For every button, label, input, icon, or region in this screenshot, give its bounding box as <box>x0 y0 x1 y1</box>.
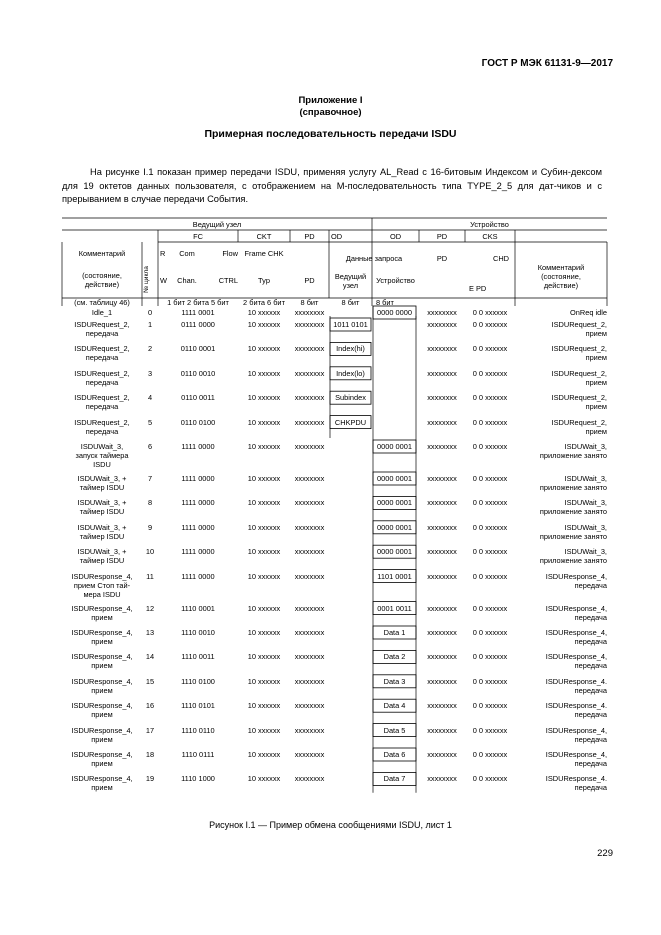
right-comment-cell: передача <box>574 612 607 622</box>
left-comment-cell: передача <box>85 377 119 387</box>
right-comment-cell: прием <box>585 353 607 363</box>
pd-device-value: xxxxxxxx <box>427 652 457 662</box>
cycle-number-cell: 6 <box>147 442 153 451</box>
left-comment-cell: запуск таймера <box>75 451 129 460</box>
right-comment-cell: прием <box>585 377 607 387</box>
fc-group-header: FC <box>193 232 203 241</box>
left-comment-cell: таймер ISDU <box>79 556 125 566</box>
cycle-number-cell: 11 <box>146 571 154 581</box>
od-device-value: 0000 0001 <box>377 474 412 483</box>
pd-device-value: xxxxxxxx <box>427 603 457 613</box>
right-comment-cell: передача <box>574 661 607 671</box>
pd-device-value: xxxxxxxx <box>427 417 457 427</box>
right-comment-cell: ISDUWait_3, <box>564 547 607 557</box>
device-header: Устройство <box>470 220 509 229</box>
pd-device-value: xxxxxxxx <box>427 393 457 403</box>
left-comment-ref: (см. таблицу 46) <box>74 298 130 307</box>
pd-value-cell: xxxxxxxx <box>294 676 325 686</box>
ckt-value-cell: 10 xxxxxx <box>247 344 281 354</box>
pd-value-cell: xxxxxxxx <box>294 474 325 483</box>
right-comment-cell: ISDUWait_3, <box>564 498 607 508</box>
pd-device-value: xxxxxxxx <box>427 628 457 637</box>
ckt-value-cell: 10 xxxxxx <box>247 652 281 662</box>
pd-value-cell: xxxxxxxx <box>294 417 325 427</box>
cycle-number-header: № цикла <box>142 266 150 293</box>
od-device-value: Data 1 <box>383 628 406 637</box>
od-master-label: узел <box>342 281 359 290</box>
cks-value-cell: 0 0 xxxxxx <box>472 417 508 427</box>
od-device-label: Устройство <box>376 276 415 285</box>
right-comment-cell: ISDURequest_2, <box>551 368 607 378</box>
left-comment-cell: передача <box>85 402 119 412</box>
left-comment-cell: ISDURequest_2, <box>74 344 130 354</box>
fc-value-cell: 1111 0000 <box>181 498 215 508</box>
cks-value-cell: 0 0 xxxxxx <box>472 725 508 735</box>
ckt-value-cell: 10 xxxxxx <box>247 474 281 483</box>
ckt-value-cell: 10 xxxxxx <box>247 725 281 735</box>
cks-value-cell: 0 0 xxxxxx <box>472 547 508 557</box>
left-comment-cell: ISDUResponse_4, <box>71 750 133 759</box>
pd-device-label: PD <box>436 254 448 263</box>
left-comment-cell: прием Стоп тай- <box>73 580 131 590</box>
left-comment-cell: ISDUResponse_4, <box>71 676 133 686</box>
left-comment-cell: Idle_1 <box>91 308 113 317</box>
left-comment-cell: ISDUWait_3, + <box>77 498 127 508</box>
pd-value-cell: xxxxxxxx <box>294 628 325 637</box>
pd-value-cell: xxxxxxxx <box>294 774 325 784</box>
ckt-value-cell: 10 xxxxxx <box>247 320 281 329</box>
pd-value-cell: xxxxxxxx <box>294 547 325 557</box>
od-device-value: 0000 0001 <box>377 442 412 451</box>
pd-device-value: xxxxxxxx <box>427 442 457 451</box>
appendix-subtitle: (справочное) <box>299 107 362 118</box>
right-comment-cell: приложение занято <box>539 483 607 492</box>
od-device-value: 0000 0001 <box>377 547 412 557</box>
od-master-label: Ведущий <box>334 272 367 281</box>
od-master-value: 1011 0101 <box>333 320 368 329</box>
pd-device-value: xxxxxxxx <box>427 701 457 711</box>
od-device-value: Data 7 <box>383 774 406 784</box>
right-comment-cell: ISDUResponse_4, <box>545 603 607 613</box>
pd-value-cell: xxxxxxxx <box>294 571 325 581</box>
ckt-value-cell: 10 xxxxxx <box>247 676 281 686</box>
cycle-number-cell: 10 <box>145 547 155 557</box>
od-device-value: 0000 0001 <box>377 498 412 508</box>
cks-value-cell: 0 0 xxxxxx <box>472 571 508 581</box>
left-comment-cell: ISDURequest_2, <box>74 393 130 403</box>
od-device-group-header: OD <box>389 232 402 241</box>
right-comment-cell: ISDUResponse_4, <box>545 750 607 759</box>
right-comment-cell: ISDUResponse_4, <box>545 628 607 637</box>
od-master-value: Index(lo) <box>336 368 365 378</box>
right-comment-cell: ISDURequest_2, <box>551 320 607 329</box>
standard-header: ГОСТ Р МЭК 61131-9—2017 <box>481 58 613 69</box>
fc-value-cell: 1110 0101 <box>181 701 215 711</box>
cks-value-cell: 0 0 xxxxxx <box>472 676 508 686</box>
left-comment-cell: прием <box>91 685 113 695</box>
fc-com-label: Com <box>179 249 195 258</box>
left-comment-cell: ISDURequest_2, <box>74 320 130 329</box>
pd-value-cell: xxxxxxxx <box>294 320 325 329</box>
od-group-header: OD <box>331 232 343 241</box>
left-comment-cell: ISDURequest_2, <box>74 417 130 427</box>
left-comment-cell: таймер ISDU <box>79 507 125 517</box>
pd-value-cell: xxxxxxxx <box>294 522 325 532</box>
right-comment-header: действие) <box>543 281 579 290</box>
od-device-value: Data 3 <box>383 676 406 686</box>
od-device-value: Data 2 <box>383 652 406 662</box>
od-device-value: 0001 0011 <box>377 603 412 613</box>
request-data-label: Данные запроса <box>345 254 403 263</box>
master-header: Ведущий узел <box>192 220 242 229</box>
left-comment-cell: прием <box>91 710 113 720</box>
pd-device-value: xxxxxxxx <box>427 522 457 532</box>
right-comment-cell: передача <box>574 580 607 590</box>
pd-device-value: xxxxxxxx <box>427 368 457 378</box>
right-comment-header: Комментарий <box>537 263 585 272</box>
left-comment-cell: ISDUWait_3, + <box>77 547 127 557</box>
fc-value-cell: 0110 0011 <box>181 393 215 403</box>
cks-value-cell: 0 0 xxxxxx <box>472 774 508 784</box>
ckt-value-cell: 10 xxxxxx <box>247 368 281 378</box>
cycle-number-cell: 15 <box>145 676 155 686</box>
fc-value-cell: 0110 0010 <box>180 368 216 378</box>
cks-chd-label: CHD <box>492 254 509 263</box>
cks-value-cell: 0 0 xxxxxx <box>472 750 508 759</box>
left-comment-cell: ISDUResponse_4, <box>71 603 133 613</box>
intro-text: На рисунке I.1 показан пример передачи ISDU, применяя услугу AL_Read с 16-битовым Индексом и Субин-дексом для 19 октетов данных пользователя, с отображением на М-последовательность типа TYPE_2_5 для дат-чиков и с прерыванием в случае передачи События. <box>62 167 602 204</box>
fc-value-cell: 1110 0010 <box>181 628 215 637</box>
ckt-value-cell: 10 xxxxxx <box>247 571 281 581</box>
right-comment-cell: ISDUResponse_4, <box>545 571 607 581</box>
od-master-value: Index(hi) <box>336 344 365 354</box>
pd-device-value: xxxxxxxx <box>427 344 457 354</box>
right-comment-cell: ISDUResponse_4, <box>545 725 607 735</box>
left-comment-cell: передача <box>85 329 119 338</box>
left-comment-cell: передача <box>85 353 119 363</box>
right-comment-cell: передача <box>574 710 607 720</box>
pd-value-cell: xxxxxxxx <box>294 603 325 613</box>
left-comment-cell: мера ISDU <box>83 589 121 599</box>
pd-device-value: xxxxxxxx <box>427 474 457 483</box>
pd-device-value: xxxxxxxx <box>427 676 457 686</box>
ckt-value-cell: 10 xxxxxx <box>247 522 281 532</box>
cks-value-cell: 0 0 xxxxxx <box>472 442 508 451</box>
cks-value-cell: 0 0 xxxxxx <box>472 498 508 508</box>
left-comment-cell: ISDUResponse_4, <box>71 725 133 735</box>
fc-value-cell: 1110 0111 <box>181 750 215 759</box>
left-comment-cell: таймер ISDU <box>79 531 125 541</box>
cycle-number-cell: 13 <box>145 628 155 637</box>
ckt-value-cell: 10 xxxxxx <box>247 498 281 508</box>
pd-value-cell: xxxxxxxx <box>294 498 325 508</box>
left-comment-cell: ISDUResponse_4, <box>71 774 133 784</box>
right-comment-cell: передача <box>574 734 607 744</box>
pd-value-cell: xxxxxxxx <box>294 701 325 711</box>
cks-value-cell: 0 0 xxxxxx <box>472 393 508 403</box>
right-comment-cell: приложение занято <box>539 531 607 541</box>
cycle-number-cell: 3 <box>147 368 153 378</box>
fc-value-cell: 0111 0000 <box>181 320 215 329</box>
cycle-number-cell: 4 <box>147 393 153 403</box>
left-comment-cell: прием <box>91 734 113 744</box>
cks-value-cell: 0 0 xxxxxx <box>472 628 508 637</box>
cycle-number-cell: 1 <box>147 320 153 329</box>
cks-value-cell: 0 0 xxxxxx <box>472 308 508 317</box>
pd-value-cell: xxxxxxxx <box>294 725 325 735</box>
pd-value-cell: xxxxxxxx <box>294 344 325 354</box>
right-comment-cell: прием <box>585 402 607 412</box>
ckt-value-cell: 10 xxxxxx <box>247 628 281 637</box>
ckt-value-cell: 10 xxxxxx <box>247 393 281 403</box>
left-comment-cell: прием <box>91 612 113 622</box>
left-comment-cell: таймер ISDU <box>79 483 125 492</box>
cycle-number-cell: 7 <box>147 474 153 483</box>
cks-value-cell: 0 0 xxxxxx <box>472 344 508 354</box>
pd-device-value: xxxxxxxx <box>427 320 457 329</box>
od-device-value: Data 4 <box>383 701 406 711</box>
pd-device-value: xxxxxxxx <box>427 571 457 581</box>
ckt-bits-label: 2 бита 6 бит <box>243 298 285 307</box>
cks-epd-label: E PD <box>469 284 487 293</box>
right-comment-header: (состояние, <box>541 272 581 281</box>
pd-value-cell: xxxxxxxx <box>294 393 325 403</box>
right-comment-cell: приложение занято <box>539 556 607 566</box>
right-comment-cell: ISDUResponse_4. <box>545 701 607 711</box>
pd-value-cell: xxxxxxxx <box>294 442 325 451</box>
fc-value-cell: 1110 0001 <box>181 603 215 613</box>
left-comment-cell: ISDUResponse_4, <box>71 571 133 581</box>
od-device-bits: 8 бит <box>376 298 394 307</box>
fc-value-cell: 1111 0000 <box>181 571 215 581</box>
fc-value-cell: 1110 0100 <box>181 676 215 686</box>
pd-value-cell: xxxxxxxx <box>294 652 325 662</box>
pd-device-value: xxxxxxxx <box>427 498 457 508</box>
ckt-value-cell: 10 xxxxxx <box>247 417 281 427</box>
od-master-bits: 8 бит <box>341 298 360 307</box>
right-comment-cell: ISDUWait_3, <box>564 474 607 483</box>
cks-value-cell: 0 0 xxxxxx <box>472 320 508 329</box>
fc-bits-label: 1 бит 2 бита 5 бит <box>167 298 229 307</box>
left-comment-cell: ISDU <box>93 460 111 469</box>
od-master-value: CHKPDU <box>334 417 367 427</box>
cycle-number-cell: 8 <box>147 498 153 508</box>
pd-bits-label: 8 бит <box>300 298 319 307</box>
fc-chan-label: Chan. <box>177 276 197 285</box>
ckt-value-cell: 10 xxxxxx <box>247 442 281 451</box>
ckt-value-cell: 10 xxxxxx <box>247 547 281 557</box>
fc-w-label: W <box>160 276 167 285</box>
od-device-value: Data 5 <box>383 725 406 735</box>
cycle-number-cell: 12 <box>145 603 155 613</box>
ckt-typ-label: Typ <box>258 276 270 285</box>
left-comment-cell: прием <box>91 783 113 793</box>
pd-value-cell: xxxxxxxx <box>294 308 325 317</box>
pd-device-value: xxxxxxxx <box>427 308 457 317</box>
od-device-value: 0000 0001 <box>377 522 412 532</box>
pd-device-value: xxxxxxxx <box>427 547 457 557</box>
cycle-number-cell: 16 <box>145 701 155 711</box>
cycle-number-cell: 5 <box>147 417 153 427</box>
right-comment-cell: приложение занято <box>539 451 607 460</box>
od-device-value: Data 6 <box>383 750 406 759</box>
pd-label: PD <box>304 276 315 285</box>
left-comment-cell: ISDUWait_3, + <box>77 474 127 483</box>
ckt-group-header: CKT <box>256 232 272 241</box>
ckt-frame-label: Frame CHK <box>244 249 284 258</box>
od-master-value: Subindex <box>335 393 366 403</box>
left-comment-cell: ISDUWait_3, <box>80 442 124 451</box>
fc-value-cell: 1111 0000 <box>181 522 215 532</box>
fc-flow-label: Flow <box>222 249 238 258</box>
fc-value-cell: 1111 0001 <box>181 308 215 317</box>
cks-value-cell: 0 0 xxxxxx <box>472 701 508 711</box>
left-comment-cell: прием <box>91 661 113 671</box>
pd-device-group-header: PD <box>436 232 448 241</box>
fc-value-cell: 1110 1000 <box>181 774 215 784</box>
left-comment-cell: ISDUResponse_4, <box>71 652 133 662</box>
figure-caption: Рисунок I.1 — Пример обмена сообщениями ISDU, лист 1 <box>209 820 452 830</box>
pd-group-header: PD <box>304 232 315 241</box>
left-comment-header: Комментарий <box>78 249 126 258</box>
right-comment-cell: прием <box>585 426 607 436</box>
right-comment-cell: ISDURequest_2, <box>551 393 607 403</box>
fc-value-cell: 1110 0110 <box>181 725 215 735</box>
left-comment-header: (состояние, <box>82 271 122 280</box>
cks-value-cell: 0 0 xxxxxx <box>472 368 508 378</box>
fc-value-cell: 0110 0100 <box>180 417 216 427</box>
right-comment-cell: ISDUResponse_4. <box>545 676 607 686</box>
ckt-value-cell: 10 xxxxxx <box>247 603 281 613</box>
pd-device-value: xxxxxxxx <box>427 774 457 784</box>
cks-group-header: CKS <box>482 232 498 241</box>
cycle-number-cell: 9 <box>147 522 153 532</box>
right-comment-cell: ISDURequest_2, <box>551 344 607 354</box>
appendix-title: Приложение I <box>298 95 363 106</box>
cks-value-cell: 0 0 xxxxxx <box>472 603 508 613</box>
ckt-value-cell: 10 xxxxxx <box>247 774 281 784</box>
cks-value-cell: 0 0 xxxxxx <box>472 474 508 483</box>
right-comment-cell: ISDUResponse_4. <box>545 774 607 784</box>
left-comment-cell: ISDUResponse_4, <box>71 701 133 711</box>
fc-value-cell: 1111 0000 <box>181 547 215 557</box>
od-device-value: 0000 0000 <box>377 308 412 317</box>
fc-value-cell: 0110 0001 <box>180 344 216 354</box>
left-comment-cell: ISDUResponse_4, <box>71 628 133 637</box>
left-comment-cell: прием <box>91 759 113 768</box>
cycle-number-cell: 17 <box>145 725 155 735</box>
cycle-number-cell: 19 <box>145 774 155 784</box>
pd-value-cell: xxxxxxxx <box>294 750 325 759</box>
left-comment-cell: ISDUWait_3, + <box>77 522 127 532</box>
right-comment-cell: ISDUWait_3, <box>564 442 607 451</box>
od-device-value: 1101 0001 <box>377 571 412 581</box>
right-comment-cell: передача <box>574 783 607 793</box>
cks-value-cell: 0 0 xxxxxx <box>472 522 508 532</box>
right-comment-cell: передача <box>574 685 607 695</box>
page-number: 229 <box>597 848 613 859</box>
right-comment-cell: приложение занято <box>539 507 607 517</box>
cycle-number-cell: 2 <box>147 344 153 354</box>
left-comment-header: действие) <box>84 280 120 289</box>
cycle-number-cell: 14 <box>145 652 155 662</box>
right-comment-cell: прием <box>585 329 607 338</box>
right-comment-cell: ISDUWait_3, <box>564 522 607 532</box>
right-comment-cell: передача <box>574 759 607 768</box>
left-comment-cell: ISDURequest_2, <box>74 368 130 378</box>
intro-paragraph <box>62 166 602 207</box>
pd-value-cell: xxxxxxxx <box>294 368 325 378</box>
ckt-value-cell: 10 xxxxxx <box>247 750 281 759</box>
ckt-value-cell: 10 xxxxxx <box>247 308 281 317</box>
ckt-value-cell: 10 xxxxxx <box>247 701 281 711</box>
right-comment-cell: ISDUResponse_4, <box>545 652 607 662</box>
document-title: Примерная последовательность передачи ISDU <box>204 128 457 140</box>
fc-value-cell: 1111 0000 <box>181 474 215 483</box>
pd-device-value: xxxxxxxx <box>427 725 457 735</box>
left-comment-cell: прием <box>91 637 113 646</box>
fc-value-cell: 1110 0011 <box>181 652 215 662</box>
cycle-number-cell: 18 <box>145 750 155 759</box>
fc-value-cell: 1111 0000 <box>181 442 215 451</box>
right-comment-cell: ISDURequest_2, <box>551 417 607 427</box>
fc-r-label: R <box>160 249 166 258</box>
right-comment-cell: OnReq idle <box>570 308 607 317</box>
cks-value-cell: 0 0 xxxxxx <box>472 652 508 662</box>
left-comment-cell: передача <box>85 426 119 436</box>
fc-ctrl-label: CTRL <box>218 276 238 285</box>
pd-device-value: xxxxxxxx <box>427 750 457 759</box>
cycle-number-cell: 0 <box>147 308 153 317</box>
right-comment-cell: передача <box>574 637 607 646</box>
